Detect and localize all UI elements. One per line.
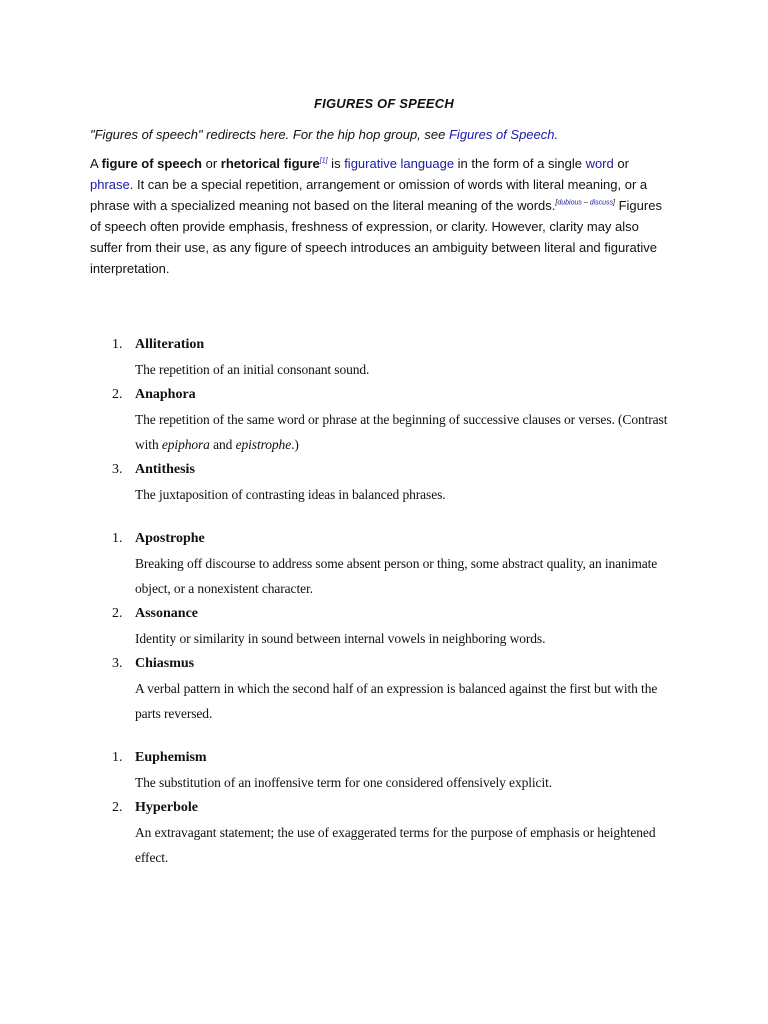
list-number: 2. (112, 387, 123, 402)
intro-text: or (613, 156, 629, 171)
list-item (90, 457, 680, 507)
definition: An extravagant statement; the use of exaggerated terms for the purpose of emphasis or heightened effect. (135, 825, 656, 865)
figurative-language-link[interactable]: figurative language (344, 156, 455, 171)
dubious-link[interactable]: dubious (557, 199, 582, 207)
phrase-link[interactable]: phrase (90, 177, 130, 192)
term-chiasmus: Chiasmus (135, 656, 195, 671)
list-item (90, 795, 680, 870)
intro-text: or (202, 156, 221, 171)
term-anaphora: Anaphora (135, 387, 196, 402)
term-alliteration: Alliteration (135, 337, 205, 352)
definition-italic: epiphora (161, 437, 210, 452)
figures-of-speech-link[interactable]: Figures of Speech (448, 127, 555, 142)
discuss-link[interactable]: discuss (589, 199, 614, 207)
list-number: 1. (112, 750, 123, 765)
citation-link[interactable]: [1] (319, 157, 328, 165)
definition: Breaking off discourse to address some absent person or thing, some abstract quality, an inanimate object, or a nonexistent character. (135, 556, 658, 596)
definition: Identity or similarity in sound between internal vowels in neighboring words. (135, 631, 546, 646)
list-number: 2. (112, 606, 123, 621)
term-assonance: Assonance (135, 606, 199, 621)
definition: The juxtaposition of contrasting ideas in balanced phrases. (135, 487, 446, 502)
term-hyperbole: Hyperbole (135, 800, 198, 815)
intro-text: . It can be a special repetition, arrangement or omission of words with literal meaning, or a phrase with a specialized meaning not based on the literal meaning of the words. (90, 177, 648, 213)
term-antithesis: Antithesis (135, 462, 195, 477)
term-figure-of-speech: figure of speech (101, 156, 202, 171)
list-item (90, 651, 680, 726)
list-number: 3. (112, 656, 123, 671)
hatnote-end: . (554, 127, 559, 142)
term-apostrophe: Apostrophe (135, 531, 205, 546)
intro-paragraph (90, 153, 670, 279)
definition (135, 407, 680, 457)
bracket: ] (613, 199, 615, 207)
figures-list-1 (90, 332, 680, 507)
hatnote-text: "Figures of speech" redirects here. For the hip hop group, see (90, 127, 449, 142)
term-rhetorical-figure: rhetorical figure (220, 156, 320, 171)
list-number: 2. (112, 800, 123, 815)
figures-list-3 (90, 745, 680, 870)
list-item (90, 745, 680, 795)
list-number: 3. (112, 462, 123, 477)
citation-ref[interactable] (320, 158, 328, 165)
list-item (90, 526, 680, 601)
definition-text: .) (291, 437, 299, 452)
definition: The repetition of an initial consonant sound. (135, 362, 370, 377)
bracket: [ (555, 199, 558, 207)
list-item (90, 332, 680, 382)
intro-text: Figures of speech often provide emphasis, freshness of expression, or clarity. However, clarity may also suffer from their use, as any figure of speech introduces an ambiguity between literal and figurative interpretation. (90, 198, 662, 276)
hatnote (90, 124, 690, 145)
intro-text: is (327, 156, 345, 171)
definition-italic: epistrophe (235, 437, 292, 452)
list-number: 1. (112, 337, 123, 352)
list-item (90, 601, 680, 651)
list-item (90, 382, 680, 457)
definition: The substitution of an inoffensive term for one considered offensively explicit. (135, 775, 553, 790)
intro-text: in the form of a single (454, 156, 586, 171)
figures-list-2 (90, 526, 680, 726)
definition-text: and (209, 437, 236, 452)
definition: A verbal pattern in which the second half of an expression is balanced against the first but with the parts reversed. (135, 681, 658, 721)
term-euphemism: Euphemism (135, 750, 207, 765)
word-link[interactable]: word (585, 156, 614, 171)
intro-text: A (90, 156, 102, 171)
list-number: 1. (112, 531, 123, 546)
separator: – (581, 199, 590, 207)
dubious-discuss-tag (555, 200, 615, 207)
definition-text: The repetition of the same word or phrase at the beginning of successive clauses or verses. (Contrast with (135, 412, 668, 452)
page-title: FIGURES OF SPEECH (314, 96, 454, 111)
